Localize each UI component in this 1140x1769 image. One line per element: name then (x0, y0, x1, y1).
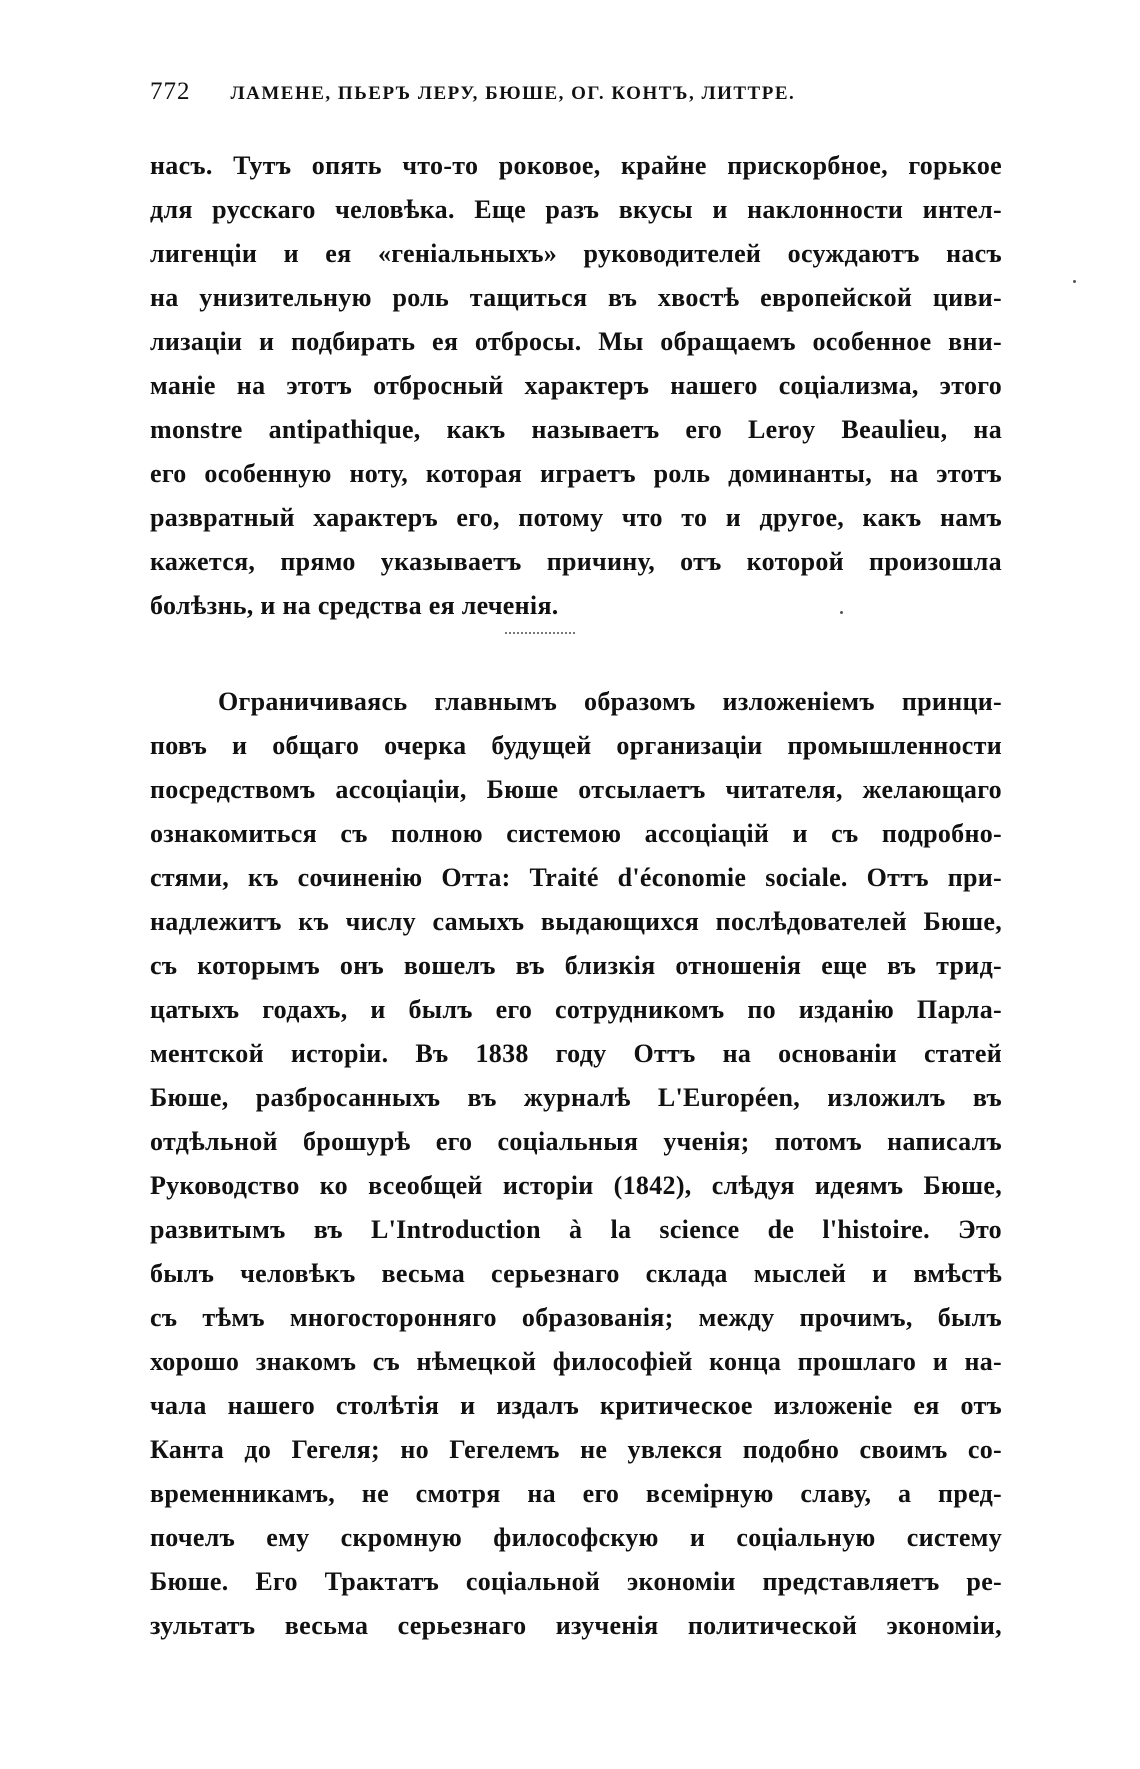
text-line: чала нашего столѣтія и издалъ критическое изложеніе ея отъ (150, 1391, 1002, 1420)
running-title: ЛАМЕНЕ, ПЬЕРЪ ЛЕРУ, БЮШЕ, ОГ. КОНТЪ, ЛИТТРЕ. (230, 83, 796, 104)
text-line: Бюше. Его Трактатъ соціальной экономіи представляетъ ре- (150, 1567, 1002, 1596)
text-line: для русскаго человѣка. Еще разъ вкусы и наклонности интел- (150, 195, 1002, 224)
text-line: надлежитъ къ числу самыхъ выдающихся послѣдователей Бюше, (150, 907, 1002, 936)
text-line: Ограничиваясь главнымъ образомъ изложеніемъ принци- (218, 687, 1002, 716)
text-line: на унизительную роль тащиться въ хвостѣ европейской циви- (150, 283, 1002, 312)
section-divider (505, 632, 575, 636)
text-line: его особенную ноту, которая играетъ роль доминанты, на этотъ (150, 459, 1002, 488)
text-line: ознакомиться съ полною системою ассоціацій и съ подробно- (150, 819, 1002, 848)
text-line: временникамъ, не смотря на его всемірную славу, а пред- (150, 1479, 1002, 1508)
text-line: развратный характеръ его, потому что то и другое, какъ намъ (150, 503, 1002, 532)
text-line: зультатъ весьма серьезнаго изученія политической экономіи, (150, 1611, 1002, 1640)
paragraph-2 (150, 680, 1002, 1648)
paragraph-1 (150, 144, 1002, 628)
text-line: Бюше, разбросанныхъ въ журналѣ L'Européen, изложилъ въ (150, 1083, 1002, 1112)
running-head (150, 78, 1000, 118)
text-line: цатыхъ годахъ, и былъ его сотрудникомъ по изданію Парла- (150, 995, 1002, 1024)
text-line: хорошо знакомъ съ нѣмецкой философіей конца прошлаго и на- (150, 1347, 1002, 1376)
text-line: посредствомъ ассоціаціи, Бюше отсылаетъ читателя, желающаго (150, 775, 1002, 804)
page-number: 772 (150, 78, 191, 105)
text-line: лигенціи и ея «геніальныхъ» руководителей осуждаютъ насъ (150, 239, 1002, 268)
text-line: ментской исторіи. Въ 1838 году Оттъ на основаніи статей (150, 1039, 1002, 1068)
text-line: насъ. Тутъ опять что-то роковое, крайне прискорбное, горькое (150, 151, 1002, 180)
text-line: кажется, прямо указываетъ причину, отъ которой произошла (150, 547, 1002, 576)
text-line: monstre antipathique, какъ называетъ его Leroy Beaulieu, на (150, 415, 1002, 444)
text-line: Руководство ко всеобщей исторіи (1842), слѣдуя идеямъ Бюше, (150, 1171, 1002, 1200)
text-line: Канта до Гегеля; но Гегелемъ не увлекся подобно своимъ со- (150, 1435, 1002, 1464)
text-line: былъ человѣкъ весьма серьезнаго склада мыслей и вмѣстѣ (150, 1259, 1002, 1288)
text-line: стями, къ сочиненію Отта: Traité d'économie sociale. Оттъ при- (150, 863, 1002, 892)
text-line: отдѣльной брошурѣ его соціальныя ученія; потомъ написалъ (150, 1127, 1002, 1156)
print-speck (1073, 280, 1076, 283)
text-line: маніе на этотъ отбросный характеръ нашего соціализма, этого (150, 371, 1002, 400)
text-line: болѣзнь, и на средства ея леченія. (150, 591, 559, 620)
text-line: развитымъ въ L'Introduction à la science de l'histoire. Это (150, 1215, 1002, 1244)
text-line: почелъ ему скромную философскую и соціальную систему (150, 1523, 1002, 1552)
print-speck (840, 611, 843, 614)
text-line: повъ и общаго очерка будущей организаціи промышленности (150, 731, 1002, 760)
text-line: съ которымъ онъ вошелъ въ близкія отношенія еще въ трид- (150, 951, 1002, 980)
text-line: лизаціи и подбирать ея отбросы. Мы обращаемъ особенное вни- (150, 327, 1002, 356)
text-line: съ тѣмъ многосторонняго образованія; между прочимъ, былъ (150, 1303, 1002, 1332)
